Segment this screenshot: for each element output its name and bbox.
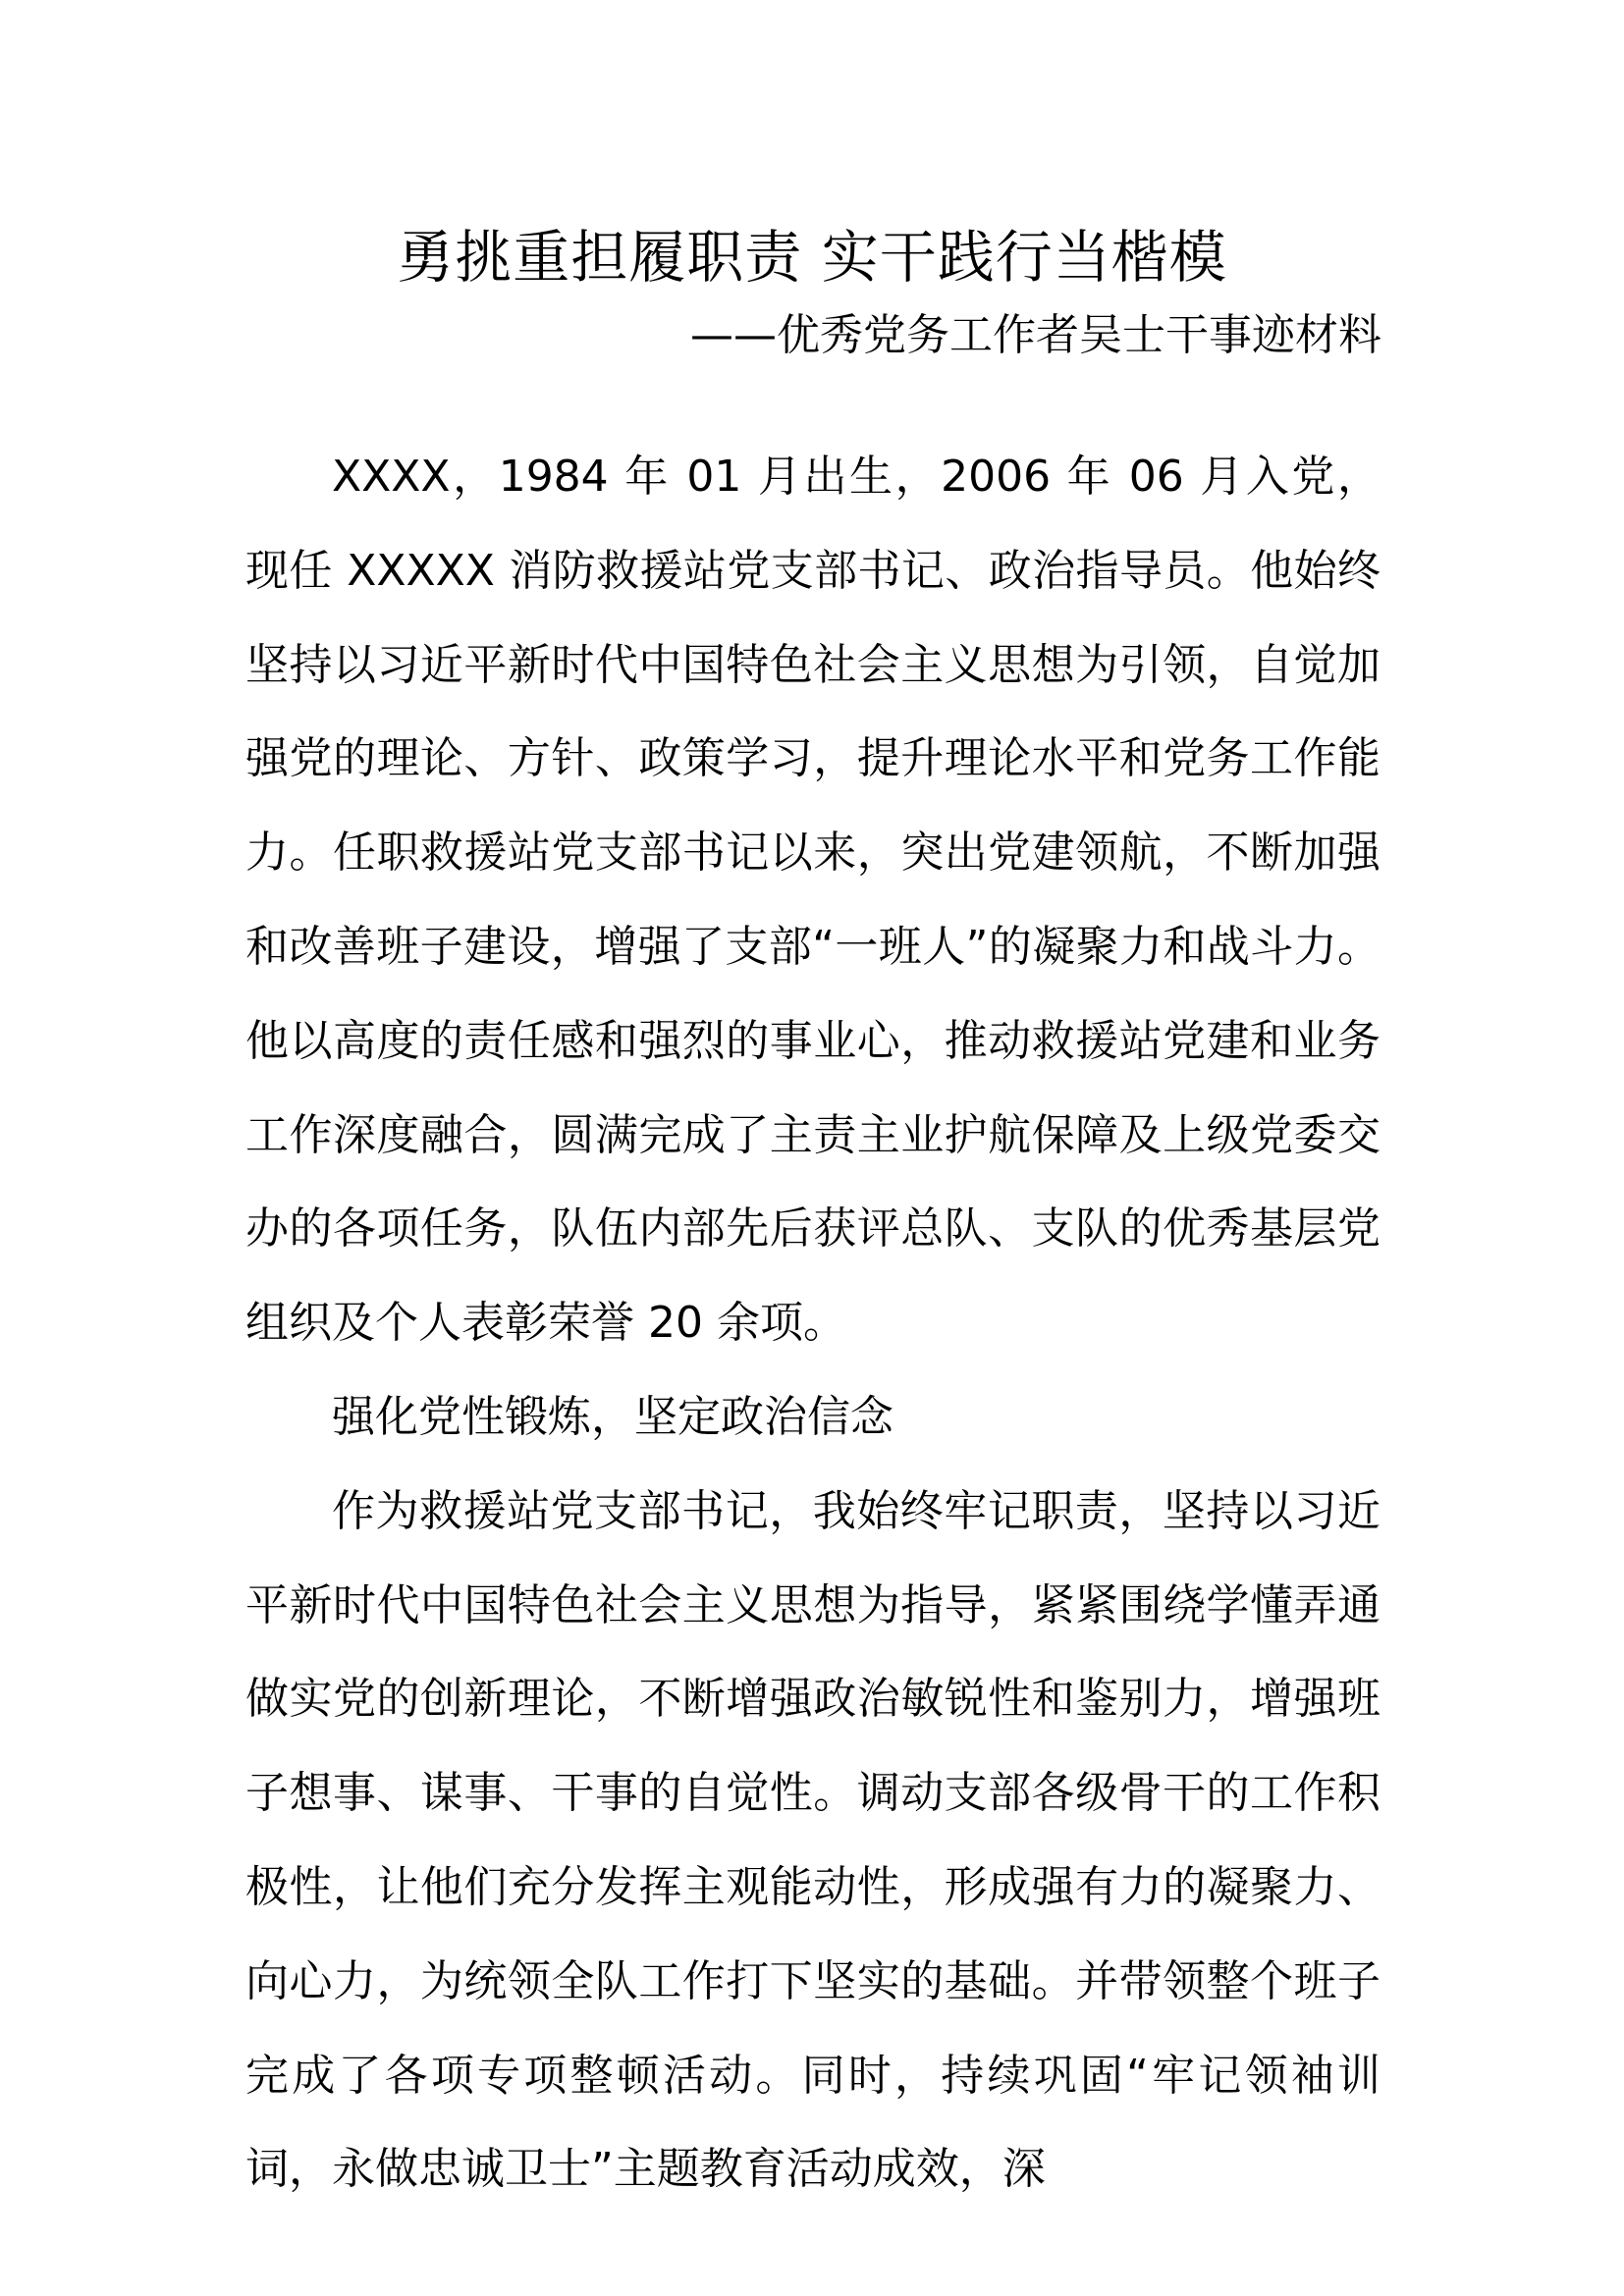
section-heading: 强化党性锻炼，坚定政治信念 <box>332 1391 893 1442</box>
document-title: 勇挑重担履职责 实干践行当楷模 <box>397 224 1227 291</box>
paragraph-intro: XXXX，1984 年 01 月出生，2006 年 06 月入党，现任 XXXXX 消防救援站党支部书记、政治指导员。他始终坚持以习近平新时代中国特色社会主义思想为引领，自觉加强党的理论、方针、政策学习，提升理论水平和党务工作能力。任职救援站党支部书记以来，突出党建领航，不断加强和改善班子建设，增强了支部“一班人”的凝聚力和战斗力。他以高度的责任感和强烈的事业心，推动救援站党建和业务工作深度融合，圆满完成了主责主业护航保障及上级党委交办的各项任务，队伍内部先后获评总队、支队的优秀基层党组织及个人表彰荣誉 20 余项。 <box>245 452 1380 1349</box>
paragraph-section-body: 作为救援站党支部书记，我始终牢记职责，坚持以习近平新时代中国特色社会主义思想为指导，紧紧围绕学懂弄通做实党的创新理论，不断增强政治敏锐性和鉴别力，增强班子想事、谋事、干事的自觉性。调动支部各级骨干的工作积极性，让他们充分发挥主观能动性，形成强有力的凝聚力、向心力，为统领全队工作打下坚实的基础。并带领整个班子完成了各项专项整顿活动。同时，持续巩固“牢记领袖训词，永做忠诚卫士”主题教育活动成效，深 <box>245 1485 1380 2195</box>
document-subtitle: ——优秀党务工作者吴士干事迹材料 <box>690 310 1381 360</box>
document-body <box>245 430 1380 2216</box>
